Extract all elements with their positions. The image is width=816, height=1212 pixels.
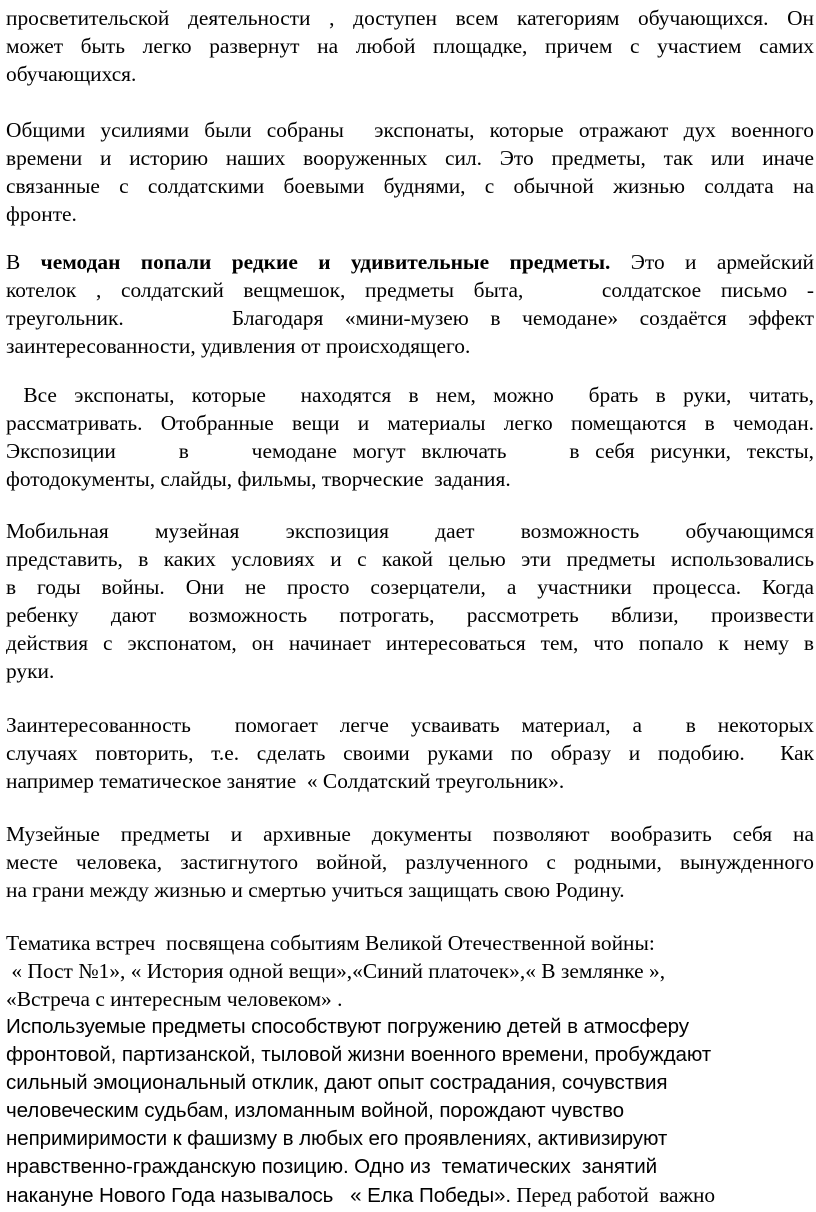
paragraph-7-line-2: месте человека, застигнутого войной, разлученного с родными, вынужденного xyxy=(6,850,814,874)
paragraph-9-line-5: непримиримости к фашизму в любых его проявлениях, активизируют xyxy=(6,1127,668,1150)
paragraph-4-line-1: Все экспонаты, которые находятся в нем, можно брать в руки, читать, xyxy=(6,383,814,407)
paragraph-2-line-2: времени и историю наших вооруженных сил. Это предметы, так или иначе xyxy=(6,146,814,170)
paragraph-3-prefix: В xyxy=(6,250,41,274)
paragraph-6-line-3: например тематическое занятие « Солдатский треугольник». xyxy=(6,769,565,793)
paragraph-6-line-2: случаях повторить, т.е. сделать своими руками по образу и подобию. Как xyxy=(6,741,814,765)
paragraph-9-last-line-serif: Перед работой важно xyxy=(511,1183,715,1207)
paragraph-9-line-4: человеческим судьбам, изломанным войной, порождают чувство xyxy=(6,1099,624,1122)
paragraph-6-line-1: Заинтересованность помогает легче усваивать материал, а в некоторых xyxy=(6,713,814,737)
paragraph-4-line-3: Экспозиции в чемодане могут включать в себя рисунки, тексты, xyxy=(6,439,814,463)
paragraph-7-line-3: на грани между жизнью и смертью учиться защищать свою Родину. xyxy=(6,878,625,902)
paragraph-8-line-1: Тематика встреч посвящена событиям Великой Отечественной войны: xyxy=(6,931,655,955)
paragraph-1-line-2: может быть легко развернут на любой площадке, причем с участием самих xyxy=(6,34,814,58)
paragraph-7-line-1: Музейные предметы и архивные документы позволяют вообразить себя на xyxy=(6,822,814,846)
paragraph-2-line-3: связанные с солдатскими боевыми буднями, с обычной жизнью солдата на xyxy=(6,174,814,198)
paragraph-8-line-3: «Встреча с интересным человеком» . xyxy=(6,987,343,1011)
paragraph-5-line-6: руки. xyxy=(6,659,55,683)
paragraph-3-suffix: Это и армейский xyxy=(610,250,814,274)
paragraph-9-line-2: фронтовой, партизанской, тыловой жизни военного времени, пробуждают xyxy=(6,1043,712,1066)
paragraph-5-line-1: Мобильная музейная экспозиция дает возможность обучающимся xyxy=(6,519,814,543)
paragraph-4-line-2: рассматривать. Отобранные вещи и материалы легко помещаются в чемодан. xyxy=(6,411,814,435)
paragraph-5-line-3: в годы войны. Они не просто созерцатели, а участники процесса. Когда xyxy=(6,575,814,599)
paragraph-4-line-4: фотодокументы, слайды, фильмы, творческие задания. xyxy=(6,467,511,491)
paragraph-5-line-5: действия с экспонатом, он начинает интересоваться тем, что попало к нему в xyxy=(6,631,814,655)
paragraph-2-line-4: фронте. xyxy=(6,202,77,226)
paragraph-9-line-7 xyxy=(6,1181,814,1210)
paragraph-5-line-4: ребенку дают возможность потрогать, рассмотреть вблизи, произвести xyxy=(6,603,814,627)
paragraph-5-line-2: представить, в каких условиях и с какой целью эти предметы использовались xyxy=(6,547,814,571)
paragraph-9-line-6: нравственно-гражданскую позицию. Одно из тематических занятий xyxy=(6,1155,658,1178)
paragraph-2-line-1: Общими усилиями были собраны экспонаты, которые отражают дух военного xyxy=(6,118,814,142)
paragraph-1-line-1: просветительской деятельности , доступен всем категориям обучающихся. Он xyxy=(6,6,814,30)
paragraph-3-line-4: заинтересованности, удивления от происходящего. xyxy=(6,334,471,358)
paragraph-9-line-3: сильный эмоциональный отклик, дают опыт сострадания, сочувствия xyxy=(6,1071,668,1094)
paragraph-1-line-3: обучающихся. xyxy=(6,62,137,86)
paragraph-9-last-line-sans: накануне Нового Года называлось « Елка Победы». xyxy=(6,1184,512,1207)
paragraph-3-line-1 xyxy=(6,248,814,276)
paragraph-3-line-3: треугольник. Благодаря «мини-музею в чемодане» создаётся эффект xyxy=(6,306,814,330)
paragraph-9-line-1: Используемые предметы способствуют погружению детей в атмосферу xyxy=(6,1015,689,1038)
paragraph-3-line-2: котелок , солдатский вещмешок, предметы быта, солдатское письмо - xyxy=(6,278,814,302)
paragraph-3-bold-phrase: чемодан попали редкие и удивительные предметы. xyxy=(40,250,611,274)
paragraph-8-line-2: « Пост №1», « История одной вещи»,«Синий платочек»,« В землянке », xyxy=(6,959,666,983)
